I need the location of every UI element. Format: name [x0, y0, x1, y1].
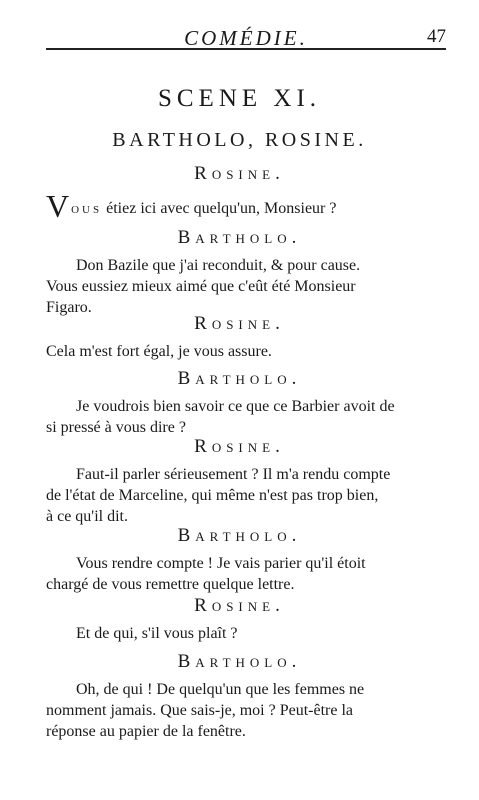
running-title: COMÉDIE. [184, 26, 308, 50]
speech-line: Cela m'est fort égal, je vous assure. [46, 343, 272, 360]
page-number: 47 [427, 26, 446, 47]
drop-cap-letter: V [46, 188, 70, 224]
speaker-bartholo: Bartholo. [177, 525, 302, 546]
speaker-bartholo: Bartholo. [177, 368, 302, 389]
speech-line: Oh, de qui ! De quelqu'un que les femmes ne [76, 681, 365, 698]
speech-line: Et de qui, s'il vous plaît ? [76, 625, 238, 642]
speech-bartholo-3 [46, 553, 442, 595]
speaker-bartholo: Bartholo. [177, 651, 302, 672]
speech-line: nomment jamais. Que sais-je, moi ? Peut-être la [46, 702, 354, 719]
speaker-rosine: Rosine. [194, 436, 285, 457]
speech-line: étiez ici avec quelqu'un, Monsieur ? [102, 200, 337, 217]
speaker-rosine: Rosine. [194, 163, 285, 184]
speech-line: Vous rendre compte ! Je vais parier qu'il étoit [76, 555, 366, 572]
speech-line: Don Bazile que j'ai reconduit, & pour cause. [76, 257, 361, 274]
speaker-rosine: Rosine. [194, 595, 285, 616]
speech-bartholo-2 [46, 396, 442, 438]
scene-characters: BARTHOLO, ROSINE. [112, 129, 367, 151]
speech-rosine-1 [46, 190, 442, 222]
speech-bartholo-1 [46, 255, 442, 318]
speech-rosine-4 [46, 623, 442, 644]
speech-line: si pressé à vous dire ? [46, 419, 186, 436]
speech-rosine-2 [46, 341, 442, 362]
speech-line: de l'état de Marceline, qui même n'est pas trop bien, [46, 487, 379, 504]
speaker-rosine: Rosine. [194, 313, 285, 334]
speech-line: Faut-il parler sérieusement ? Il m'a rendu compte [76, 466, 391, 483]
speech-first-word: ous [71, 200, 103, 217]
speech-line: réponse au papier de la fenêtre. [46, 723, 246, 740]
scene-title: SCENE XI. [157, 85, 322, 112]
speech-line: à ce qu'il dit. [46, 508, 128, 525]
speech-rosine-3 [46, 464, 442, 527]
speech-bartholo-4 [46, 679, 442, 742]
speech-line: Je voudrois bien savoir ce que ce Barbier avoit de [76, 398, 395, 415]
speech-line: Vous eussiez mieux aimé que c'eût été Monsieur [46, 278, 356, 295]
running-head [46, 14, 446, 50]
speech-line: chargé de vous remettre quelque lettre. [46, 576, 295, 593]
speaker-bartholo: Bartholo. [177, 227, 302, 248]
speech-line: Figaro. [46, 299, 92, 316]
